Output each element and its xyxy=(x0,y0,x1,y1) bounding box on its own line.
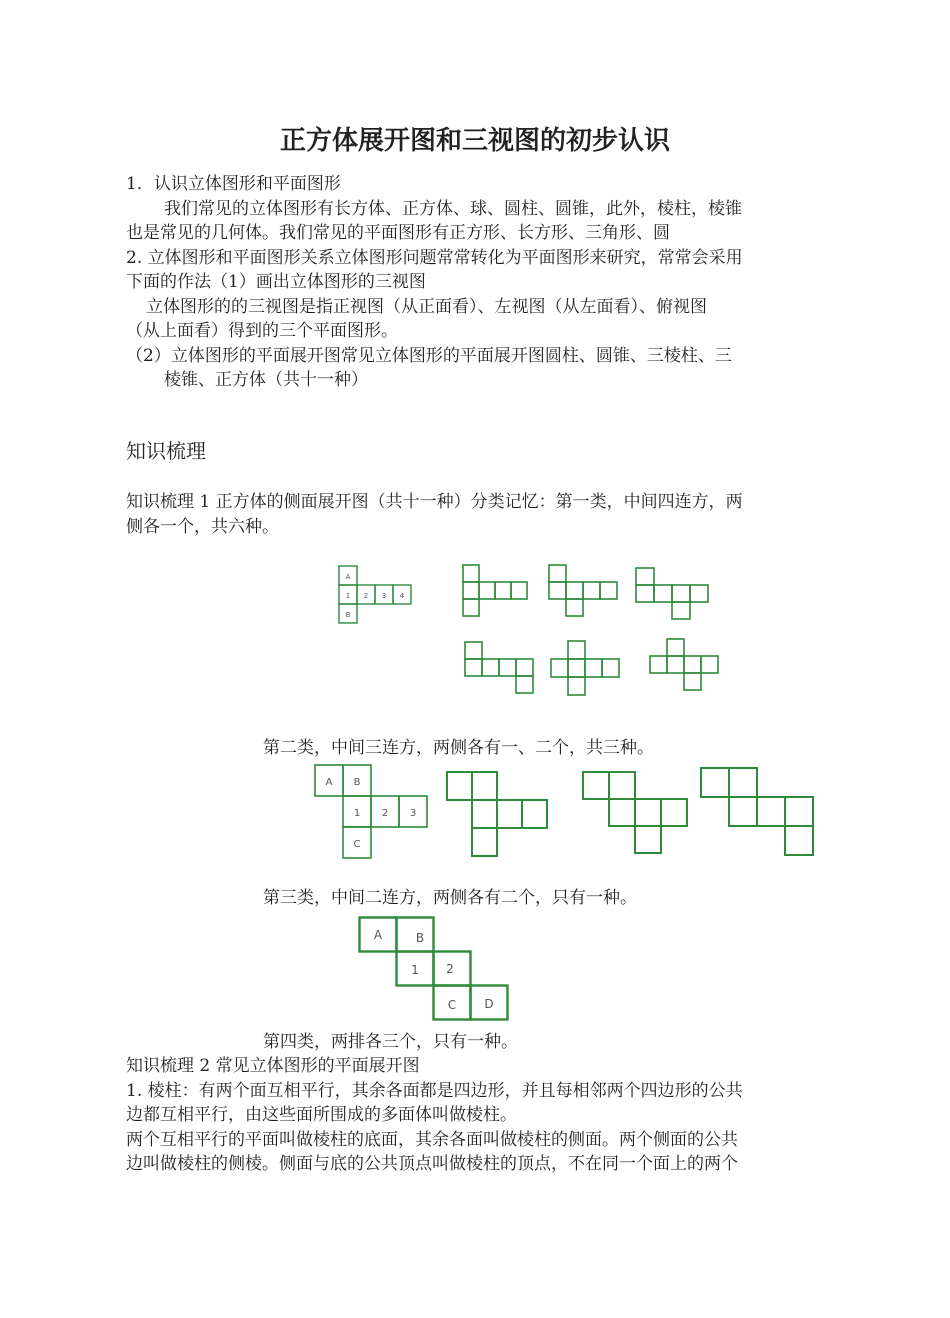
cube-net-2-3 xyxy=(582,771,690,857)
section-2-line-3: 立体图形的的三视图是指正视图（从正面看）、左视图（从左面看）、俯视图 xyxy=(146,297,707,317)
net-label: B xyxy=(345,611,351,619)
net-label: 1 xyxy=(353,808,361,819)
category-2-text: 第二类，中间三连方，两侧各有一、二个，共三种。 xyxy=(263,738,654,758)
section-1-paragraph-line-2: 也是常见的几何体。我们常见的平面图形有正方形、长方形、三角形、圆 xyxy=(126,223,670,243)
section-2-line-2: 下面的作法（1）画出立体图形的三视图 xyxy=(126,272,426,292)
category-4-text: 第四类，两排各三个，只有一种。 xyxy=(263,1032,518,1052)
cube-net-1-6 xyxy=(550,640,622,698)
net-label: A xyxy=(345,573,351,581)
knowledge-2-line-4: 边叫做棱柱的侧棱。侧面与底的公共顶点叫做棱柱的顶点，不在同一个面上的两个 xyxy=(126,1154,738,1174)
net-label: D xyxy=(484,997,494,1011)
knowledge-1-line-2: 侧各一个，共六种。 xyxy=(126,517,279,537)
cube-net-1-4 xyxy=(635,567,710,623)
knowledge-heading: 知识梳理 xyxy=(126,439,206,463)
knowledge-2-line-2: 边都互相平行，由这些面所围成的多面体叫做棱柱。 xyxy=(126,1105,517,1125)
net-label: 3 xyxy=(409,808,417,819)
net-label: 1 xyxy=(345,592,351,600)
section-2-line-4: （从上面看）得到的三个平面图形。 xyxy=(126,321,398,341)
cube-net-1-2 xyxy=(462,564,530,618)
section-1-heading: 1．认识立体图形和平面图形 xyxy=(126,174,341,194)
net-label: C xyxy=(447,998,457,1012)
net-label: B xyxy=(415,931,425,945)
net-label: B xyxy=(353,777,361,788)
section-2-line-1: 2. 立体图形和平面图形关系立体图形问题常常转化为平面图形来研究，常常会采用 xyxy=(126,248,743,268)
cube-net-1-1 xyxy=(338,565,413,625)
section-2-line-5: （2）立体图形的平面展开图常见立体图形的平面展开图圆柱、圆锥、三棱柱、三 xyxy=(126,346,732,366)
net-label: A xyxy=(373,928,383,942)
net-label: C xyxy=(353,839,361,850)
category-3-text: 第三类，中间二连方，两侧各有二个，只有一种。 xyxy=(263,888,637,908)
cube-net-2-4 xyxy=(700,767,818,857)
knowledge-2-line-1: 1. 棱柱：有两个面互相平行，其余各面都是四边形，并且每相邻两个四边形的公共 xyxy=(126,1081,743,1101)
net-label: A xyxy=(325,777,333,788)
cube-net-1-3 xyxy=(548,564,620,620)
net-label: 2 xyxy=(381,808,389,819)
cube-net-2-2 xyxy=(446,771,552,861)
knowledge-2-heading: 知识梳理 2 常见立体图形的平面展开图 xyxy=(126,1056,420,1076)
cube-net-1-5 xyxy=(464,641,534,696)
cube-net-2-1 xyxy=(314,764,432,864)
knowledge-1-line-1: 知识梳理 1 正方体的侧面展开图（共十一种）分类记忆：第一类，中间四连方，两 xyxy=(126,492,743,512)
section-2-line-6: 棱锥、正方体（共十一种） xyxy=(164,370,368,390)
net-label: 3 xyxy=(381,592,387,600)
page-title: 正方体展开图和三视图的初步认识 xyxy=(279,126,670,156)
section-1-paragraph-line-1: 我们常见的立体图形有长方体、正方体、球、圆柱、圆锥，此外，棱柱，棱锥 xyxy=(164,199,742,219)
cube-net-3-1 xyxy=(358,916,513,1024)
knowledge-2-line-3: 两个互相平行的平面叫做棱柱的底面，其余各面叫做棱柱的侧面。两个侧面的公共 xyxy=(126,1130,738,1150)
net-label: 2 xyxy=(363,592,369,600)
net-label: 2 xyxy=(446,962,454,976)
net-label: 1 xyxy=(411,963,419,977)
cube-net-1-7 xyxy=(649,638,719,693)
net-label: 4 xyxy=(399,592,405,600)
